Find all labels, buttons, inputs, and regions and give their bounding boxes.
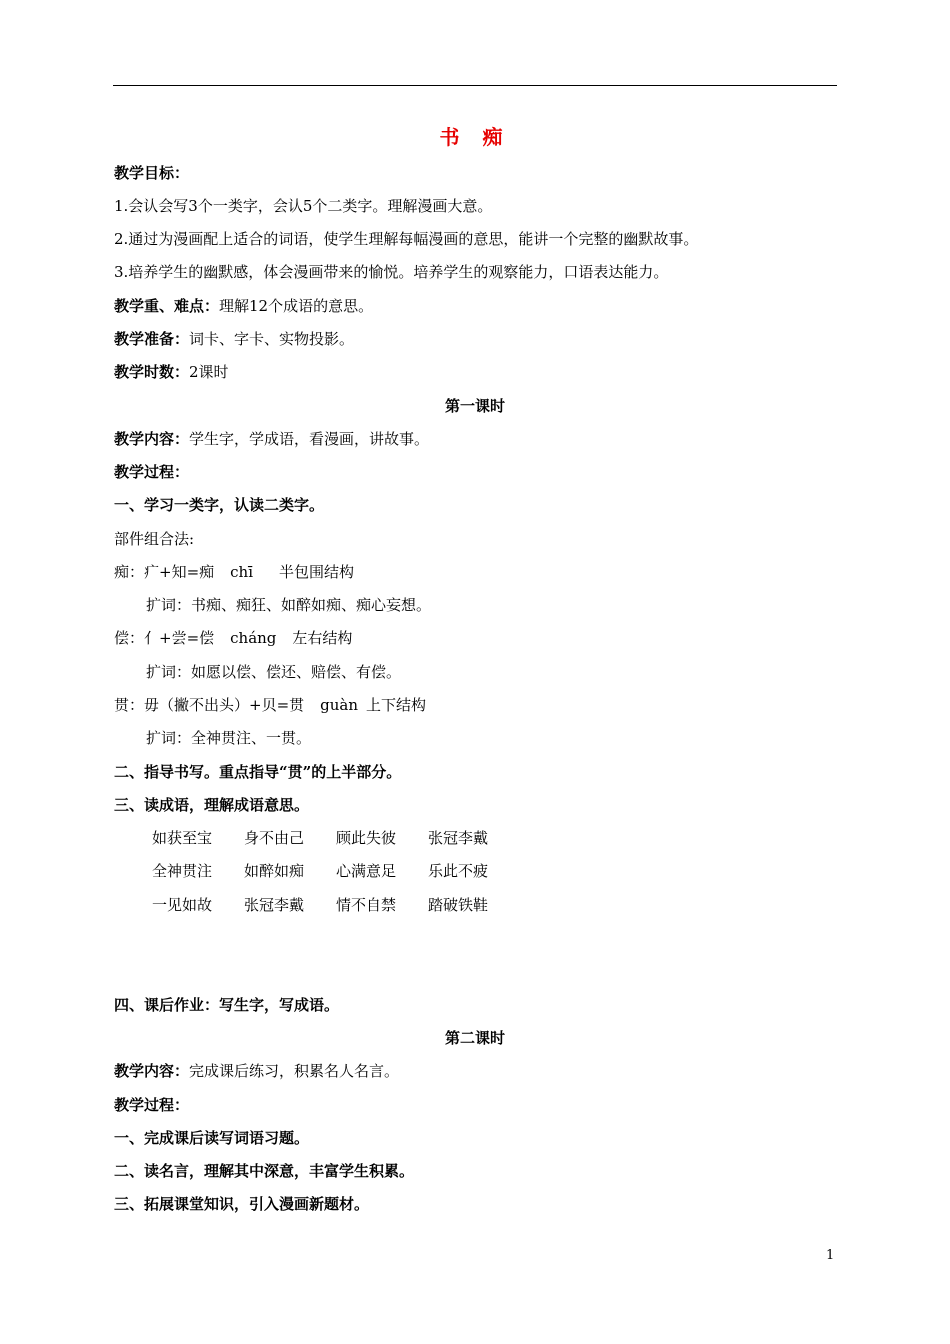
header-rule xyxy=(113,85,837,86)
duration-text: 2课时 xyxy=(189,363,229,381)
char-chang-formula: 偿：亻+尝=偿 xyxy=(114,629,215,647)
char-guan-pinyin: guàn xyxy=(320,696,359,714)
char-chang-structure: 左右结构 xyxy=(292,629,353,647)
objectives-heading: 教学目标： xyxy=(114,164,190,182)
document-title: 书 痴 xyxy=(439,125,511,149)
lesson1-heading: 第一课时 xyxy=(444,397,505,415)
preparation-label: 教学准备： xyxy=(114,330,190,348)
char-chi-structure: 半包围结构 xyxy=(279,563,355,581)
lesson2-content-text: 完成课后练习，积累名人名言。 xyxy=(189,1062,400,1080)
page-number: 1 xyxy=(826,1248,835,1263)
lesson2-content xyxy=(114,1061,399,1081)
idiom: 身不由己 xyxy=(244,829,305,847)
lesson1-step3: 三、读成语，理解成语意思。 xyxy=(114,796,310,814)
idiom: 如醉如痴 xyxy=(244,862,305,880)
char-guan-formula: 贯：毋（撇不出头）+贝=贯 xyxy=(114,696,305,714)
lesson2-step3: 三、拓展课堂知识，引入漫画新题材。 xyxy=(114,1195,370,1213)
method-label: 部件组合法: xyxy=(114,530,195,548)
idiom: 顾此失彼 xyxy=(336,829,397,847)
idiom: 张冠李戴 xyxy=(428,829,489,847)
char-chang-ext: 扩词：如愿以偿、偿还、赔偿、有偿。 xyxy=(146,663,402,681)
idiom: 张冠李戴 xyxy=(244,896,305,914)
objective-2: 2.通过为漫画配上适合的词语，使学生理解每幅漫画的意思，能讲一个完整的幽默故事。 xyxy=(114,230,699,248)
lesson2-step2: 二、读名言，理解其中深意，丰富学生积累。 xyxy=(114,1162,415,1180)
duration-label: 教学时数： xyxy=(114,363,190,381)
lesson1-process-label: 教学过程： xyxy=(114,463,190,481)
key-points xyxy=(114,296,373,316)
idiom: 一见如故 xyxy=(152,896,213,914)
idiom: 如获至宝 xyxy=(152,829,213,847)
lesson2-step1: 一、完成课后读写词语习题。 xyxy=(114,1129,310,1147)
preparation-text: 词卡、字卡、实物投影。 xyxy=(189,330,355,348)
lesson1-step1: 一、学习一类字，认读二类字。 xyxy=(114,496,325,514)
idiom: 全神贯注 xyxy=(152,862,213,880)
lesson1-content-label: 教学内容： xyxy=(114,430,190,448)
char-guan-ext: 扩词：全神贯注、一贯。 xyxy=(146,729,312,747)
char-chi-ext: 扩词：书痴、痴狂、如醉如痴、痴心妄想。 xyxy=(146,596,432,614)
preparation xyxy=(114,329,354,349)
lesson1-content xyxy=(114,429,429,449)
lesson1-step4: 四、课后作业：写生字，写成语。 xyxy=(114,996,340,1014)
idiom-row-3 xyxy=(152,895,520,915)
char-chi xyxy=(114,562,354,582)
idiom: 心满意足 xyxy=(336,862,397,880)
objective-3: 3.培养学生的幽默感，体会漫画带来的愉悦。培养学生的观察能力，口语表达能力。 xyxy=(114,263,669,281)
duration xyxy=(114,362,229,382)
char-chi-formula: 痴：疒+知=痴 xyxy=(114,563,215,581)
idiom: 情不自禁 xyxy=(336,896,397,914)
lesson2-content-label: 教学内容： xyxy=(114,1062,190,1080)
lesson2-process-label: 教学过程： xyxy=(114,1096,190,1114)
char-guan-structure: 上下结构 xyxy=(366,696,427,714)
lesson2-heading: 第二课时 xyxy=(444,1029,505,1047)
key-points-label: 教学重、难点： xyxy=(114,297,220,315)
char-chang-pinyin: cháng xyxy=(230,629,277,647)
char-guan xyxy=(114,695,426,715)
char-chang xyxy=(114,628,352,648)
char-chi-pinyin: chī xyxy=(230,563,253,581)
idiom-row-2 xyxy=(152,861,520,881)
idiom-row-1 xyxy=(152,828,520,848)
idiom: 踏破铁鞋 xyxy=(428,896,489,914)
key-points-text: 理解12个成语的意思。 xyxy=(219,297,374,315)
lesson1-step2: 二、指导书写。重点指导“贯”的上半部分。 xyxy=(114,763,402,781)
lesson1-content-text: 学生字，学成语，看漫画，讲故事。 xyxy=(189,430,430,448)
idiom: 乐此不疲 xyxy=(428,862,489,880)
objective-1: 1.会认会写3个一类字，会认5个二类字。理解漫画大意。 xyxy=(114,197,493,215)
